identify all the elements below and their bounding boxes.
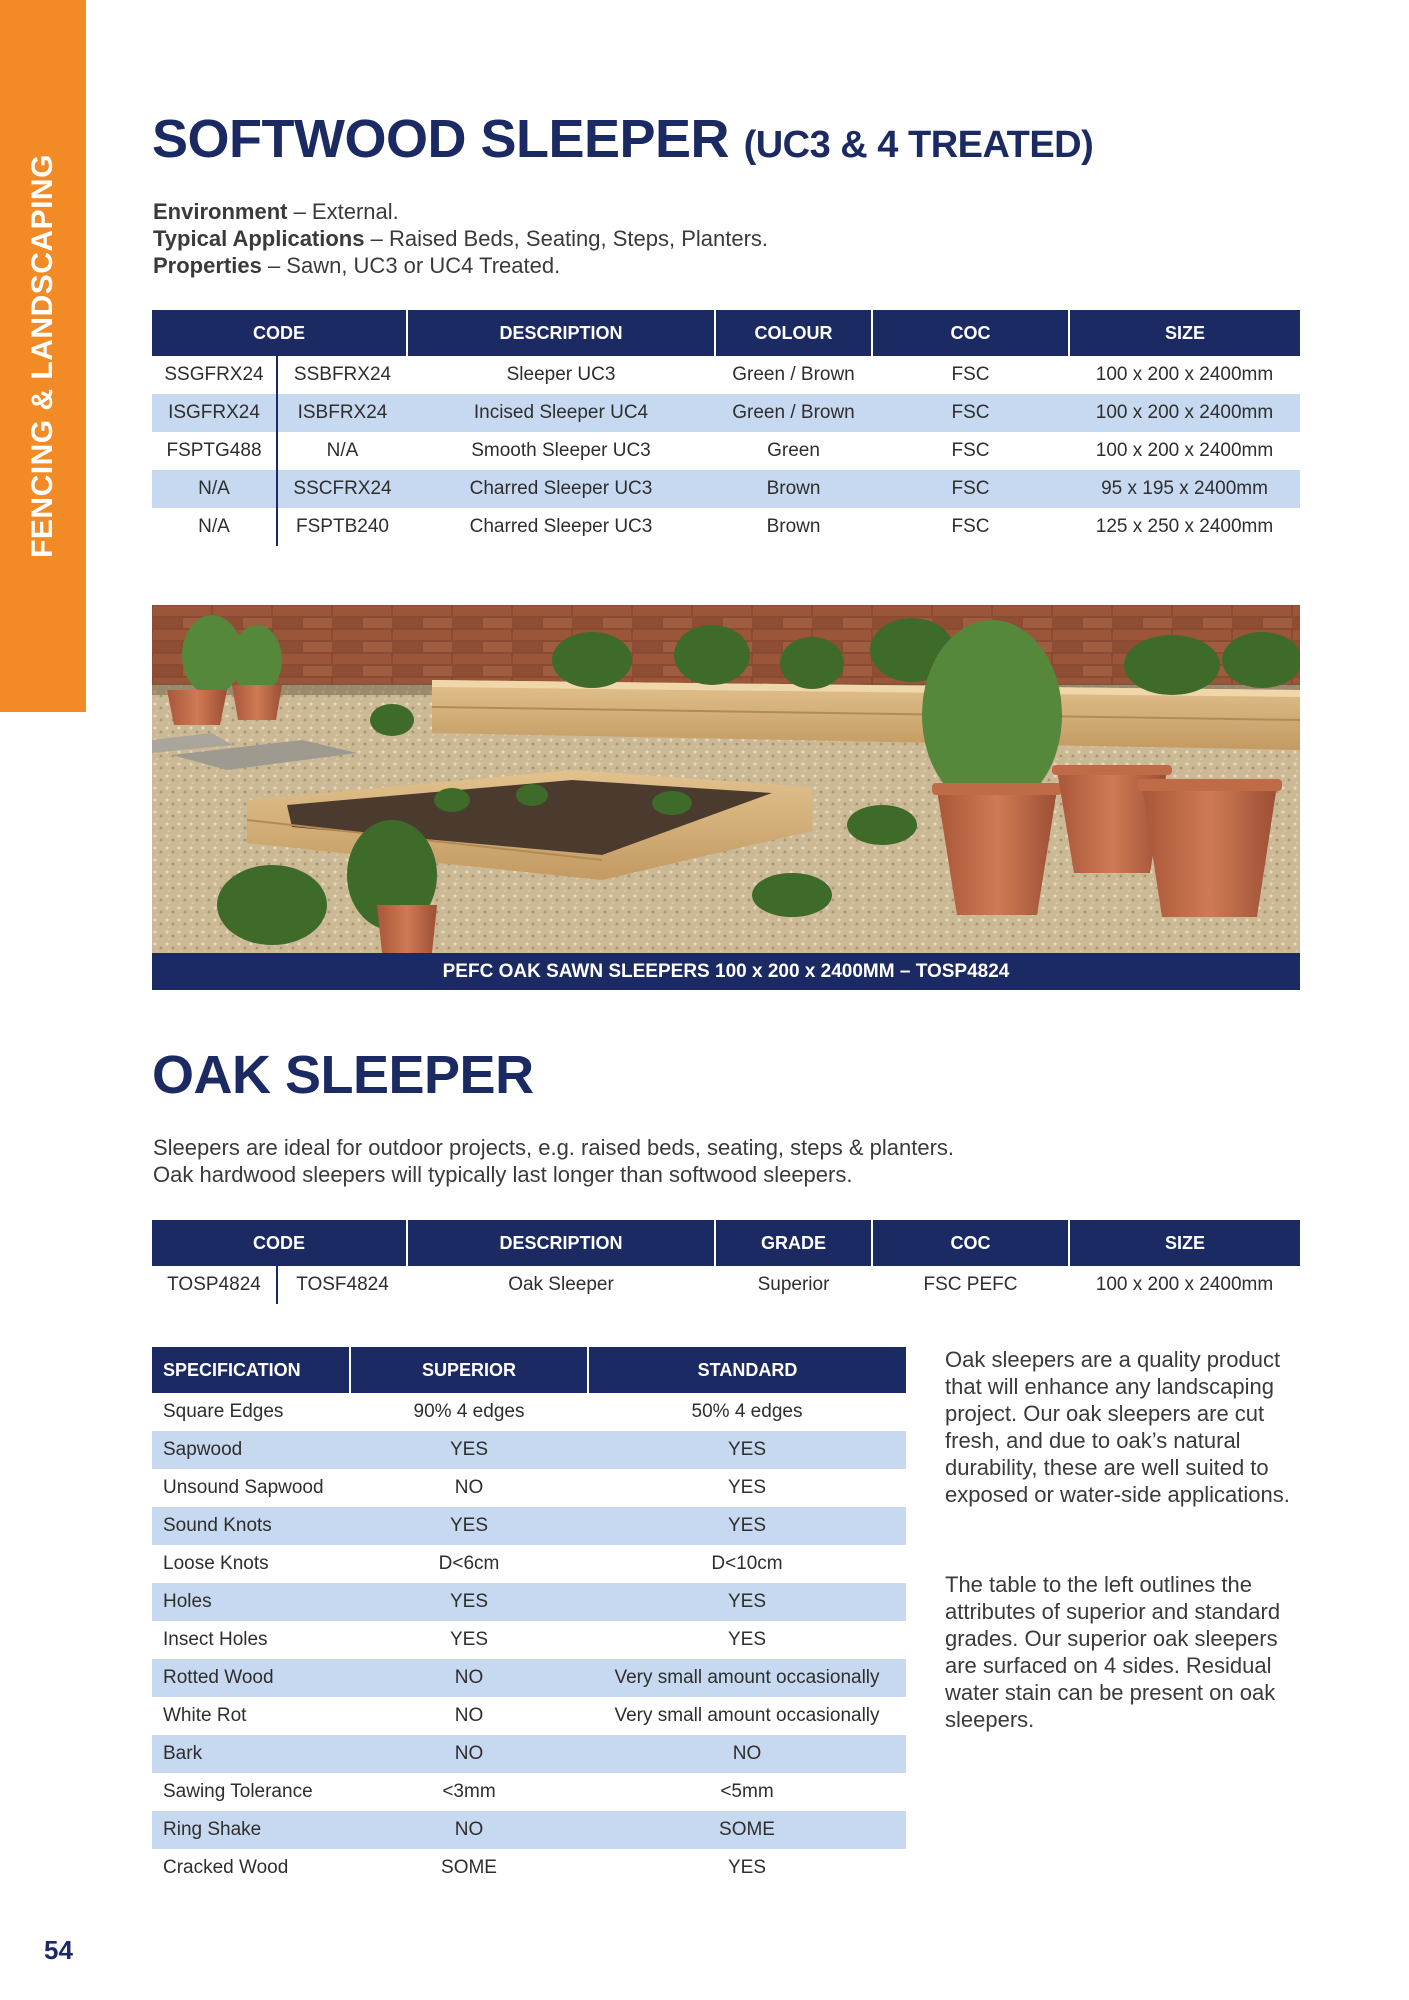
table-row [152,1697,906,1735]
cell-code-green: N/A [152,470,277,508]
property-line [153,252,768,279]
cell-code-green: N/A [198,516,230,537]
table-header-row [152,310,1300,356]
table-row [152,432,1300,470]
cell-colour: Green / Brown [732,364,855,385]
spec-standard: YES [588,1583,906,1621]
table-row [152,394,1300,432]
spec-standard: SOME [588,1811,906,1849]
cell-code-sawn: TOSP4824 [167,1274,261,1295]
cell-code-brown: FSPTB240 [277,508,407,546]
softwood-properties [153,198,768,279]
cell-code-green: FSPTG488 [166,440,262,461]
spec-name: Rotted Wood [152,1659,350,1697]
section-side-tab-label: FENCING & LANDSCAPING [26,154,59,558]
spec-name: Holes [152,1583,350,1621]
table-row [152,1773,906,1811]
table-row [152,1266,1300,1304]
header-size: SIZE [1069,310,1300,356]
spec-superior: 90% 4 edges [413,1401,525,1422]
cell-coc: FSC [872,470,1069,508]
property-line [153,225,768,252]
oak-intro [153,1134,954,1188]
spec-superior: YES [449,1629,489,1650]
spec-superior: YES [350,1507,588,1545]
intro-line: Oak hardwood sleepers will typically last longer than softwood sleepers. [153,1162,853,1187]
cell-code-brown: SSCFRX24 [277,470,407,508]
cell-description: Incised Sleeper UC4 [407,394,715,432]
spec-name: Cracked Wood [163,1857,289,1878]
header-description: DESCRIPTION [407,1220,715,1266]
table-row [152,1811,906,1849]
cell-description: Smooth Sleeper UC3 [471,440,651,461]
table-row [152,356,1300,394]
property-value: – Raised Beds, Seating, Steps, Planters. [364,226,769,251]
property-label: Environment [153,199,288,224]
grade-description-paragraph: The table to the left outlines the attributes of superior and standard grades. Our superior oak sleepers are surfaced on 4 sides. Residual water stain can be present on oak sleepers. [945,1572,1281,1732]
header-grade: GRADE [715,1220,872,1266]
spec-name: Loose Knots [163,1553,269,1574]
table-row [152,1621,906,1659]
header-code: CODE [152,310,407,356]
spec-superior: NO [350,1811,588,1849]
header-coc: COC [872,1220,1069,1266]
header-superior: SUPERIOR [350,1347,588,1393]
spec-superior: D<6cm [438,1553,500,1574]
cell-coc: FSC [951,516,990,537]
cell-code-green: ISGFRX24 [152,394,277,432]
cell-code-brown: ISBFRX24 [277,394,407,432]
cell-colour: Brown [715,470,872,508]
spec-superior: SOME [441,1857,497,1878]
table-row [152,1659,906,1697]
cell-size: 125 x 250 x 2400mm [1095,516,1274,537]
table-row [152,1507,906,1545]
cell-coc: FSC [951,364,990,385]
cell-size: 100 x 200 x 2400mm [1095,440,1274,461]
table-row [152,1735,906,1773]
property-label: Properties [153,253,262,278]
cell-code-brown: N/A [277,432,407,470]
spec-superior: NO [454,1477,484,1498]
spec-name: Sawing Tolerance [163,1781,313,1802]
cell-code-brown: SSBFRX24 [277,356,407,394]
cell-description: Charred Sleeper UC3 [407,470,715,508]
section-side-tab [0,0,86,712]
page-number: 54 [44,1935,73,1965]
oak-description-paragraph: Oak sleepers are a quality product that will enhance any landscaping project. Our oak sleepers are cut fresh, and due to oak’s natural durability, these are well suited to exposed or water-side applications. [945,1347,1290,1507]
spec-name: Sapwood [152,1431,350,1469]
header-standard: STANDARD [588,1347,906,1393]
cell-colour: Green / Brown [715,394,872,432]
cell-coc: FSC PEFC [923,1274,1018,1295]
spec-standard: YES [727,1857,767,1878]
cell-description: Charred Sleeper UC3 [469,516,653,537]
table-row [152,470,1300,508]
header-size: SIZE [1069,1220,1300,1266]
table-header-row [152,1347,906,1393]
spec-standard: <5mm [720,1781,774,1802]
spec-superior: NO [454,1705,484,1726]
table-row [152,1545,906,1583]
spec-standard: YES [588,1507,906,1545]
cell-code-green: SSGFRX24 [164,364,264,385]
spec-standard: YES [588,1431,906,1469]
header-coc: COC [872,310,1069,356]
cell-colour: Brown [766,516,821,537]
spec-superior: NO [350,1735,588,1773]
spec-name: Sound Knots [152,1507,350,1545]
property-value: – External. [287,199,399,224]
garden-photo-illustration [152,605,1300,953]
table-row [152,1431,906,1469]
spec-name: White Rot [163,1705,247,1726]
cell-description: Oak Sleeper [508,1274,614,1295]
cell-grade: Superior [757,1274,830,1295]
photo-caption: PEFC OAK SAWN SLEEPERS 100 x 200 x 2400MM – TOSP4824 [152,953,1300,990]
property-label: Typical Applications [153,226,365,251]
spec-standard: Very small amount occasionally [588,1659,906,1697]
cell-colour: Green [767,440,820,461]
header-code: CODE [152,1220,407,1266]
property-value: – Sawn, UC3 or UC4 Treated. [261,253,561,278]
spec-superior: YES [350,1431,588,1469]
spec-standard: D<10cm [711,1553,783,1574]
softwood-title-main: SOFTWOOD SLEEPER [152,109,730,169]
cell-size: 100 x 200 x 2400mm [1095,364,1274,385]
spec-standard: Very small amount occasionally [614,1705,880,1726]
table-row [152,1849,906,1887]
spec-superior: NO [350,1659,588,1697]
softwood-title-sub: (UC3 & 4 TREATED) [743,124,1094,166]
table-header-row [152,1220,1300,1266]
spec-superior: <3mm [442,1781,496,1802]
cell-size: 100 x 200 x 2400mm [1069,394,1300,432]
cell-size: 95 x 195 x 2400mm [1069,470,1300,508]
cell-size: 100 x 200 x 2400mm [1095,1274,1274,1295]
cell-description: Sleeper UC3 [506,364,616,385]
spec-standard: NO [588,1735,906,1773]
intro-line: Sleepers are ideal for outdoor projects, e.g. raised beds, seating, steps & planters. [153,1135,955,1160]
oak-product-table [152,1220,1300,1304]
cell-coc: FSC [951,440,990,461]
table-row [152,1393,906,1431]
oak-spec-table [152,1347,906,1887]
property-line [153,198,768,225]
header-description: DESCRIPTION [407,310,715,356]
spec-standard: YES [727,1629,767,1650]
garden-photo [152,605,1300,953]
oak-title: OAK SLEEPER [152,1045,534,1105]
cell-code-faced: TOSF4824 [277,1266,407,1304]
softwood-product-table [152,310,1300,546]
cell-coc: FSC [872,394,1069,432]
spec-standard: YES [727,1477,767,1498]
spec-name: Bark [152,1735,350,1773]
table-row [152,1469,906,1507]
table-row [152,508,1300,546]
spec-name: Ring Shake [152,1811,350,1849]
spec-name: Insect Holes [163,1629,268,1650]
spec-superior: YES [350,1583,588,1621]
spec-name: Square Edges [163,1401,284,1422]
softwood-title [152,108,1093,170]
spec-name: Unsound Sapwood [163,1477,324,1498]
table-row [152,1583,906,1621]
header-specification: SPECIFICATION [152,1347,350,1393]
header-colour: COLOUR [715,310,872,356]
spec-standard: 50% 4 edges [691,1401,803,1422]
